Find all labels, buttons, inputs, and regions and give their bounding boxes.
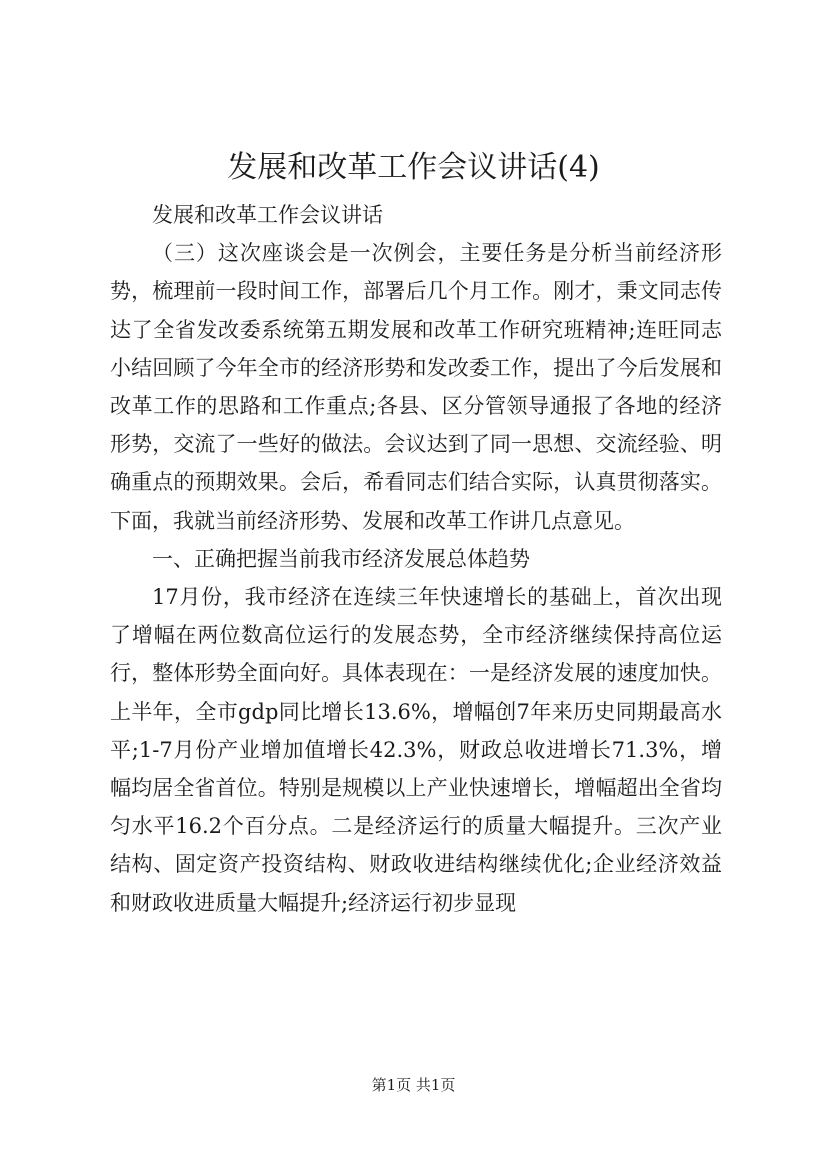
body-paragraph-2: 17月份，我市经济在连续三年快速增长的基础上，首次出现了增幅在两位数高位运行的发展态势，全市经济继续保持高位运行，整体形势全面向好。具体表现在：一是经济发展的速度加快。上半年，全市gdp同比增长13.6%，增幅创7年来历史同期最高水平;1-7月份产业增加值增长42.3%，财政总收进增长71.3%，增幅均居全省首位。特别是规模以上产业快速增长，增幅超出全省均匀水平16.2个百分点。二是经济运行的质量大幅提升。三次产业结构、固定资产投资结构、财政收进结构继续优化;企业经济效益和财政收进质量大幅提升;经济运行初步显现 <box>110 585 722 915</box>
document-title: 发展和改革工作会议讲话(4) <box>227 150 600 185</box>
section-heading: 一、正确把握当前我市经济发展总体趋势 <box>152 546 530 571</box>
document-body <box>110 196 722 922</box>
body-paragraph-1: （三）这次座谈会是一次例会，主要任务是分析当前经济形势，梳理前一段时间工作，部署后几个月工作。刚才，秉文同志传达了全省发改委系统第五期发展和改革工作研究班精神;连旺同志小结回顾了今年全市的经济形势和发改委工作，提出了今后发展和改革工作的思路和工作重点;各县、区分管领导通报了各地的经济形势，交流了一些好的做法。会议达到了同一思想、交流经验、明确重点的预期效果。会后，希看同志们结合实际，认真贯彻落实。下面，我就当前经济形势、发展和改革工作讲几点意见。 <box>110 241 722 533</box>
page-number-label: 第1页 共1页 <box>371 1076 456 1094</box>
subtitle-paragraph: 发展和改革工作会议讲话 <box>152 203 383 227</box>
page-footer <box>0 1074 827 1096</box>
